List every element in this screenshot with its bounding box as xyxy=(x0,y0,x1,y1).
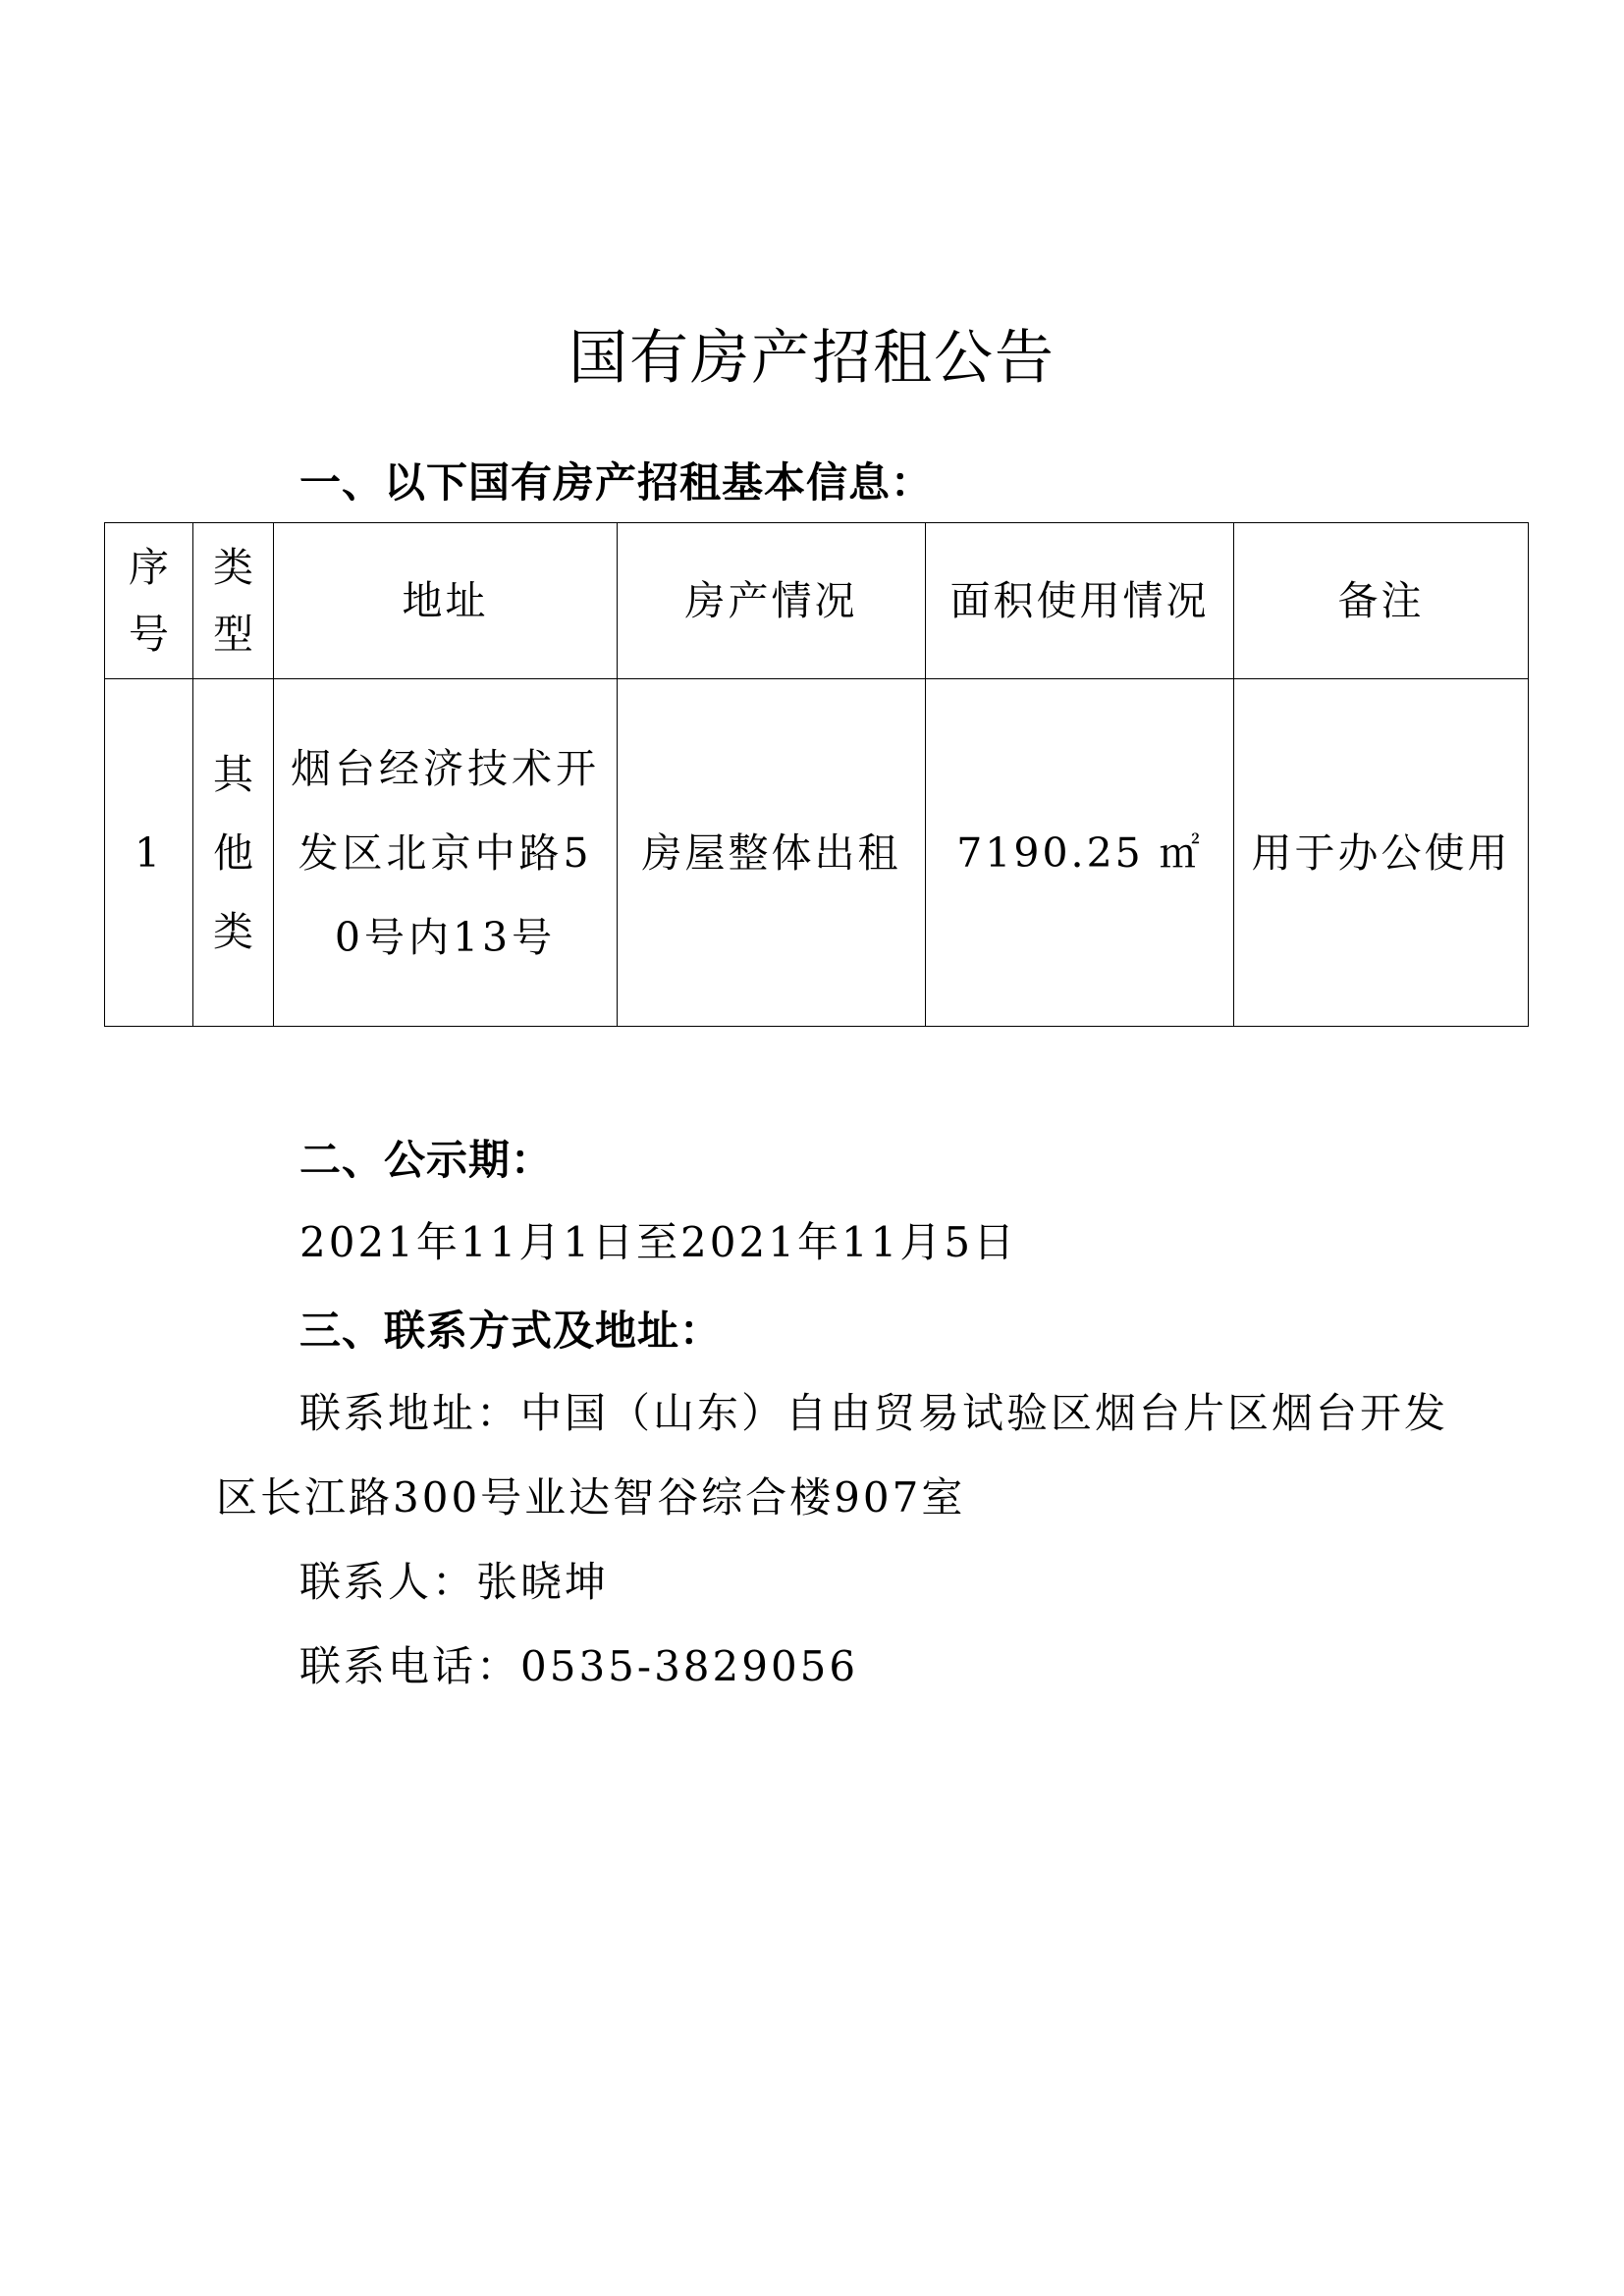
section-1-heading: 一、以下国有房产招租基本信息： xyxy=(299,458,934,507)
header-address: 地址 xyxy=(274,523,618,679)
cell-type: 其他类 xyxy=(193,679,274,1027)
cell-property: 房屋整体出租 xyxy=(618,679,926,1027)
header-no: 序号 xyxy=(105,523,193,679)
header-remark: 备注 xyxy=(1234,523,1529,679)
contact-address-line-2: 区长江路300号业达智谷综合楼907室 xyxy=(216,1473,966,1522)
header-area: 面积使用情况 xyxy=(926,523,1234,679)
publicity-period: 2021年11月1日至2021年11月5日 xyxy=(299,1218,1018,1266)
contact-phone: 联系电话：0535-3829056 xyxy=(299,1642,859,1690)
contact-person: 联系人：张晓坤 xyxy=(299,1558,610,1606)
cell-area: 7190.25 ㎡ xyxy=(926,679,1234,1027)
page-title: 国有房产招租公告 xyxy=(568,324,1056,393)
section-3-heading: 三、联系方式及地址： xyxy=(299,1307,723,1355)
cell-address: 烟台经济技术开发区北京中路50号内13号 xyxy=(274,679,618,1027)
contact-address-line-1: 联系地址：中国（山东）自由贸易试验区烟台片区烟台开发 xyxy=(299,1389,1449,1437)
table-row xyxy=(105,679,1529,1027)
section-2-heading: 二、公示期： xyxy=(299,1136,554,1184)
property-info-table xyxy=(104,522,1529,1027)
cell-remark: 用于办公使用 xyxy=(1234,679,1529,1027)
table-header-row xyxy=(105,523,1529,679)
cell-no: 1 xyxy=(105,679,193,1027)
header-property: 房产情况 xyxy=(618,523,926,679)
header-type: 类型 xyxy=(193,523,274,679)
